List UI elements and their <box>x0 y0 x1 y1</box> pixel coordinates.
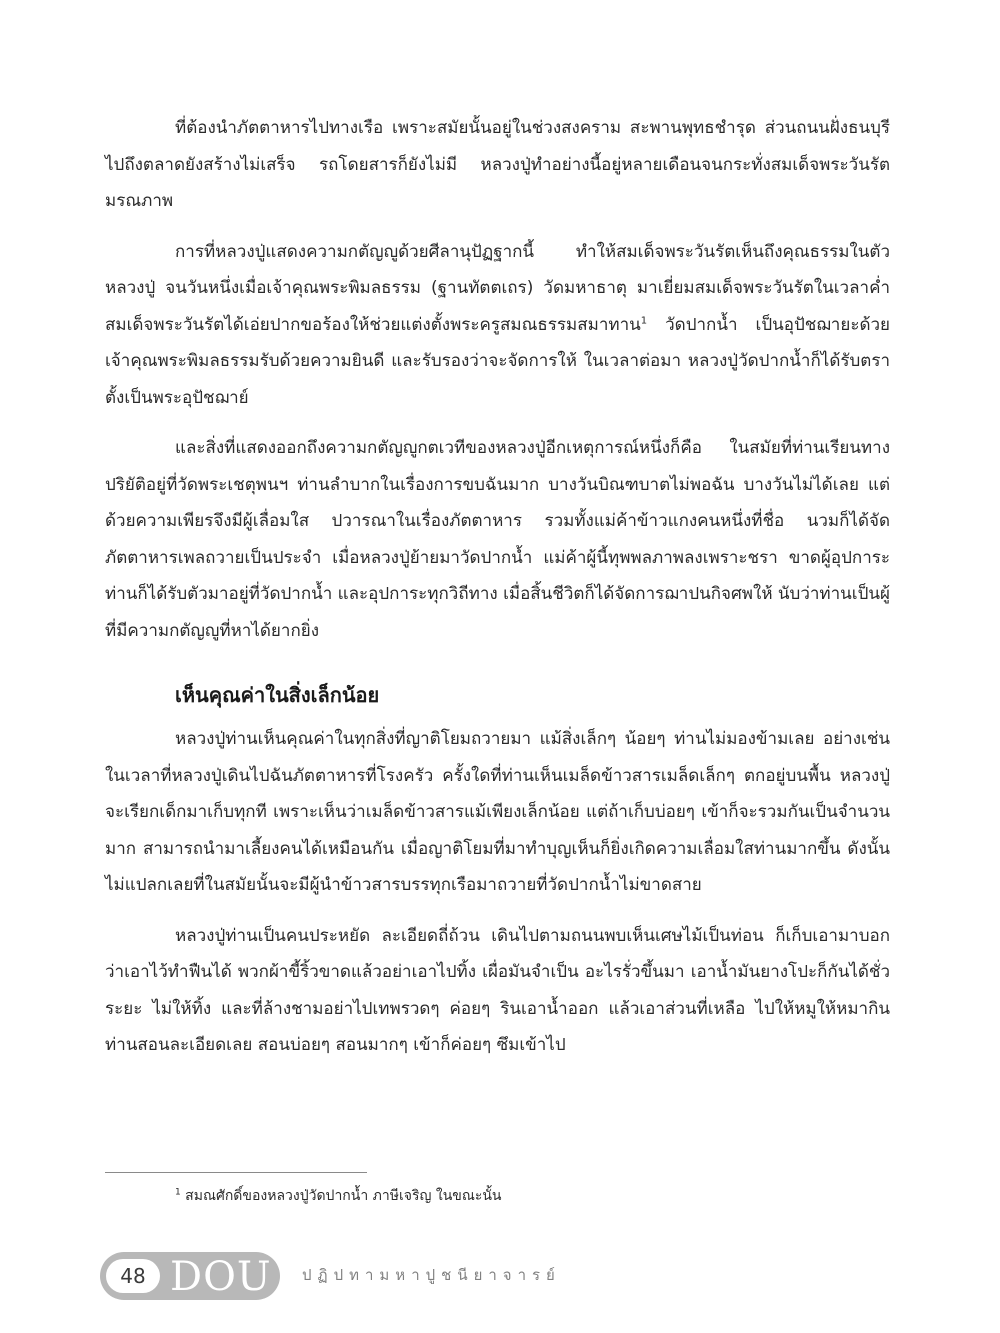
section-heading: เห็นคุณค่าในสิ่งเล็กน้อย <box>175 683 380 707</box>
footnote-reference: 1 <box>640 314 648 326</box>
paragraph-2-text-a: การที่หลวงปู่แสดงความกตัญญูด้วยศีลานุปัฏฐากนี้ ทำให้สมเด็จพระวันรัตเห็นถึงคุณธรรมในตัวหลวงปู่ จนวันหนึ่งเมื่อเจ้าคุณพระพิมลธรรม (ฐานทัตตเถร) วัดมหาธาตุ มาเยี่ยมสมเด็จพระวันรัตในเวลาค่ำสมเด็จพระวันรัตได้เอ่ยปากขอร้องให้ช่วยแต่งตั้งพระครูสมณธรรมสมาทาน <box>105 241 890 335</box>
paragraph-1: ที่ต้องนำภัตตาหารไปทางเรือ เพราะสมัยนั้นอยู่ในช่วงสงคราม สะพานพุทธชำรุด ส่วนถนนฝั่งธนบุรีไปถึงตลาดยังสร้างไม่เสร็จ รถโดยสารก็ยังไม่มี หลวงปู่ทำอย่างนี้อยู่หลายเดือนจนกระทั่งสมเด็จพระวันรัตมรณภาพ <box>105 118 890 211</box>
folio-badge <box>100 1252 280 1300</box>
footnote-number: 1 <box>175 1187 181 1198</box>
paragraph-4: หลวงปู่ท่านเห็นคุณค่าในทุกสิ่งที่ญาติโยมถวายมา แม้สิ่งเล็กๆ น้อยๆ ท่านไม่มองข้ามเลย อย่างเช่นในเวลาที่หลวงปู่เดินไปฉันภัตตาหารที่โรงครัว ครั้งใดที่ท่านเห็นเมล็ดข้าวสารเมล็ดเล็กๆ ตกอยู่บนพื้น หลวงปู่จะเรียกเด็กมาเก็บทุกที เพราะเห็นว่าเมล็ดข้าวสารแม้เพียงเล็กน้อย แต่ถ้าเก็บบ่อยๆ เข้าก็จะรวมกันเป็นจำนวนมาก สามารถนำมาเลี้ยงคนได้เหมือนกัน เมื่อญาติโยมที่มาทำบุญเห็นก็ยิ่งเกิดความเลื่อมใสท่านมากขึ้น ดังนั้นไม่แปลกเลยที่ในสมัยนั้นจะมีผู้นำข้าวสารบรรทุกเรือมาถวายที่วัดปากน้ำไม่ขาดสาย <box>105 729 890 895</box>
paragraph-2-text-b: วัดปากน้ำ เป็นอุปัชฌายะด้วย เจ้าคุณพระพิมลธรรมรับด้วยความยินดี และรับรองว่าจะจัดการให้ ในเวลาต่อมา หลวงปู่วัดปากน้ำก็ได้รับตราตั้งเป็นพระอุปัชฌาย์ <box>105 314 890 408</box>
paragraph-5: หลวงปู่ท่านเป็นคนประหยัด ละเอียดถี่ถ้วน เดินไปตามถนนพบเห็นเศษไม้เป็นท่อน ก็เก็บเอามาบอกว่าเอาไว้ทำฟืนได้ พวกผ้าขี้ริ้วขาดแล้วอย่าเอาไปทิ้ง เผื่อมันจำเป็น อะไรรั่วขึ้นมา เอาน้ำมันยางโปะก็กันได้ชั่วระยะ ไม่ให้ทิ้ง และที่ล้างชามอย่าไปเทพรวดๆ ค่อยๆ รินเอาน้ำออก แล้วเอาส่วนที่เหลือ ไปให้หมูให้หมากิน ท่านสอนละเอียดเลย สอนบ่อยๆ สอนมากๆ เข้าก็ค่อยๆ ซึมเข้าไป <box>105 925 890 1055</box>
page-body <box>105 110 890 1064</box>
page-number: 48 <box>106 1259 160 1293</box>
paragraph-3: และสิ่งที่แสดงออกถึงความกตัญญูกตเวทีของหลวงปู่อีกเหตุการณ์หนึ่งก็คือ ในสมัยที่ท่านเรียนทางปริยัติอยู่ที่วัดพระเชตุพนฯ ท่านลำบากในเรื่องการขบฉันมาก บางวันบิณฑบาตไม่พอฉัน บางวันไม่ได้เลย แต่ด้วยความเพียรจึงมีผู้เลื่อมใส ปวารณาในเรื่องภัตตาหาร รวมทั้งแม่ค้าข้าวแกงคนหนึ่งที่ชื่อ นวมก็ได้จัดภัตตาหารเพลถวายเป็นประจำ เมื่อหลวงปู่ย้ายมาวัดปากน้ำ แม่ค้าผู้นี้ทุพพลภาพลงเพราะชรา ขาดผู้อุปการะ ท่านก็ได้รับตัวมาอยู่ที่วัดปากน้ำ และอุปการะทุกวิถีทาง เมื่อสิ้นชีวิตก็ได้จัดการฌาปนกิจศพให้ นับว่าท่านเป็นผู้ที่มีความกตัญญูที่หาได้ยากยิ่ง <box>105 438 890 641</box>
footnote-text: สมณศักดิ์ของหลวงปู่วัดปากน้ำ ภาษีเจริญ ในขณะนั้น <box>180 1188 502 1204</box>
footnote-divider <box>105 1172 367 1173</box>
dou-logo: DOU <box>170 1254 272 1300</box>
paragraph-2 <box>105 234 890 417</box>
footnote <box>175 1186 502 1206</box>
running-title: ปฏิปทามหาปูชนียาจารย์ <box>302 1266 561 1284</box>
